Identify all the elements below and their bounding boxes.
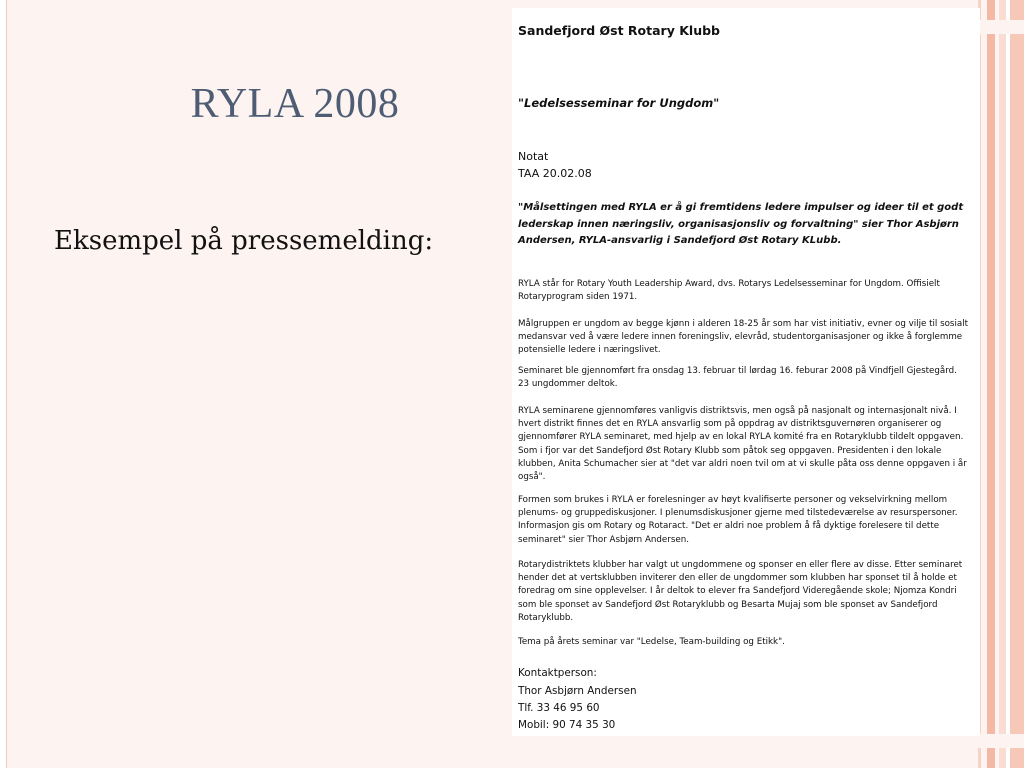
decorative-stripe [1010,0,1024,768]
paragraph: Seminaret ble gjennomført fra onsdag 13. februar til lørdag 16. feburar 2008 på Vindfjell Gjestegård. 23 ungdommer deltok. [518,366,957,390]
paragraph: RYLA står for Rotary Youth Leadership Award, dvs. Rotarys Ledelsesseminar for Ungdom. Offisielt Rotaryprogram siden 1971. [518,279,940,303]
paragraph: RYLA seminarene gjennomføres vanligvis distriktsvis, men også på nasjonalt og internasjonalt nivå. I hvert distrikt finnes det en RYLA ansvarlig som på oppdrag av distriktsguvernøren organiserer og gjennomfører RYLA seminaret, med hjelp av en lokal RYLA komité fra en Rotaryklubb tildelt oppgaven. Som i fjor var det Sandefjord Øst Rotary Klubb som påtok seg oppgaven. Presidenten i den lokale klubben, Anita Schumacher sier at "det var aldri noen tvil om at vi skulle påta oss denne oppgaven i år også". [518,406,967,483]
decorative-stripe [999,0,1006,768]
contact-mobile: Mobil: 90 74 35 30 [518,719,616,731]
paragraph: Målgruppen er ungdom av begge kjønn i alderen 18-25 år som har vist initiativ, evner og vilje til sosialt medansvar ved å være ledere innen foreningsliv, elevråd, studentorganisasjoner og ikke å forglemme potensielle ledere i næringslivet. [518,319,969,356]
press-release-document [512,8,980,736]
slide-subtitle: Eksempel på pressemelding: [54,226,434,256]
stripe-break [978,734,1024,748]
note-date: TAA 20.02.08 [518,167,592,180]
slide-title: RYLA 2008 [190,81,400,127]
contact-phone: Tlf. 33 46 95 60 [518,702,600,714]
paragraph: Rotarydistriktets klubber har valgt ut ungdommene og sponser en eller flere av disse. Etter seminaret hender det at vertsklubben inviterer den eller de ungdommer som klubben har sponset til å holde et foredrag om sine opplevelser. I år deltok to elever fra Sandefjord Videregående skole; Njomza Kondri som ble sponset av Sandefjord Øst Rotaryklubb og Besarta Mujaj som ble sponset av Sandefjord Rotaryklubb. [518,560,963,623]
contact-label: Kontaktperson: [518,667,597,679]
stripe-break [978,20,1024,34]
decorative-stripe [987,0,995,768]
paragraph: Tema på årets seminar var "Ledelse, Team-building og Etikk". [518,637,785,647]
note-label: Notat [518,150,549,163]
seminar-title: "Ledelsesseminar for Ungdom" [518,96,720,110]
club-name: Sandefjord Øst Rotary Klubb [518,23,720,38]
lead-quote: "Målsettingen med RYLA er å gi fremtidens ledere impulser og ideer til et godt lederskap innen næringsliv, organisasjonsliv og forvaltning" sier Thor Asbjørn Andersen, RYLA-ansvarlig i Sandefjord Øst Rotary KLubb. [518,202,964,246]
contact-name: Thor Asbjørn Andersen [518,685,637,697]
paragraph: Formen som brukes i RYLA er forelesninger av høyt kvalifiserte personer og vekselvirkning mellom plenums- og gruppediskusjoner. I plenumsdiskusjoner gjerne med tilstedeværelse av resurspersoner. Informasjon gis om Rotary og Rotaract. "Det er aldri noe problem å få dyktige forelesere til dette seminaret" sier Thor Asbjørn Andersen. [518,495,958,545]
